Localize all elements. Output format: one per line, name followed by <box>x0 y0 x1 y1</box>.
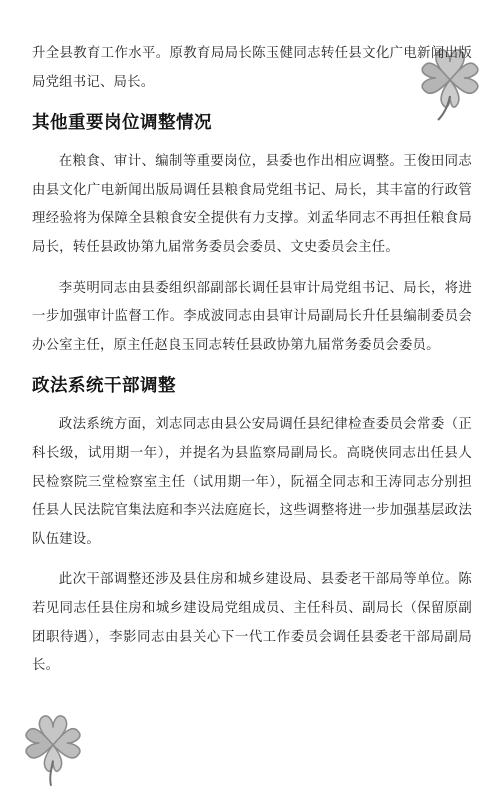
article-body <box>32 40 472 681</box>
paragraph-audit-bureau: 李英明同志由县委组织部副部长调任县审计局党组书记、局长，将进一步加强审计监督工作。李成波同志由县审计局副局长升任县编制委员会办公室主任，原主任赵良玉同志转任县政协第九届常务委员会委员。 <box>32 280 472 353</box>
paragraph-legal-system: 政法系统方面，刘志同志由县公安局调任县纪律检查委员会常委（正科长级，试用期一年），并提名为县监察局副局长。高晓侠同志出任县人民检察院三堂检察室主任（试用期一年），阮福全同志和王涛同志分别担任县人民法院官集法庭和李兴法庭庭长，这些调整将进一步加强基层政法队伍建设。 <box>32 417 472 547</box>
paragraph-housing-bureau: 此次干部调整还涉及县住房和城乡建设局、县委老干部局等单位。陈若见同志任县住房和城乡建设局党组成员、主任科员、副局长（保留原副团职待遇），李影同志由县关心下一代工作委员会调任县委老干部局副局长。 <box>32 572 472 674</box>
paragraph-grain-audit: 在粮食、审计、编制等重要岗位，县委也作出相应调整。王俊田同志由县文化广电新闻出版局调任县粮食局党组书记、局长，其丰富的行政管理经验将为保障全县粮食安全提供有力支撑。刘孟华同志不再担任粮食局局长，转任县政协第九届常务委员会委员、文史委员会主任。 <box>32 154 472 255</box>
section-heading-legal-system: 政法系统干部调整 <box>32 376 176 397</box>
section-heading-other-posts: 其他重要岗位调整情况 <box>32 113 212 134</box>
paragraph-intro: 升全县教育工作水平。原教育局局长陈玉健同志转任县文化广电新闻出版局党组书记、局长。 <box>32 46 472 90</box>
four-leaf-clover-icon <box>22 706 84 788</box>
